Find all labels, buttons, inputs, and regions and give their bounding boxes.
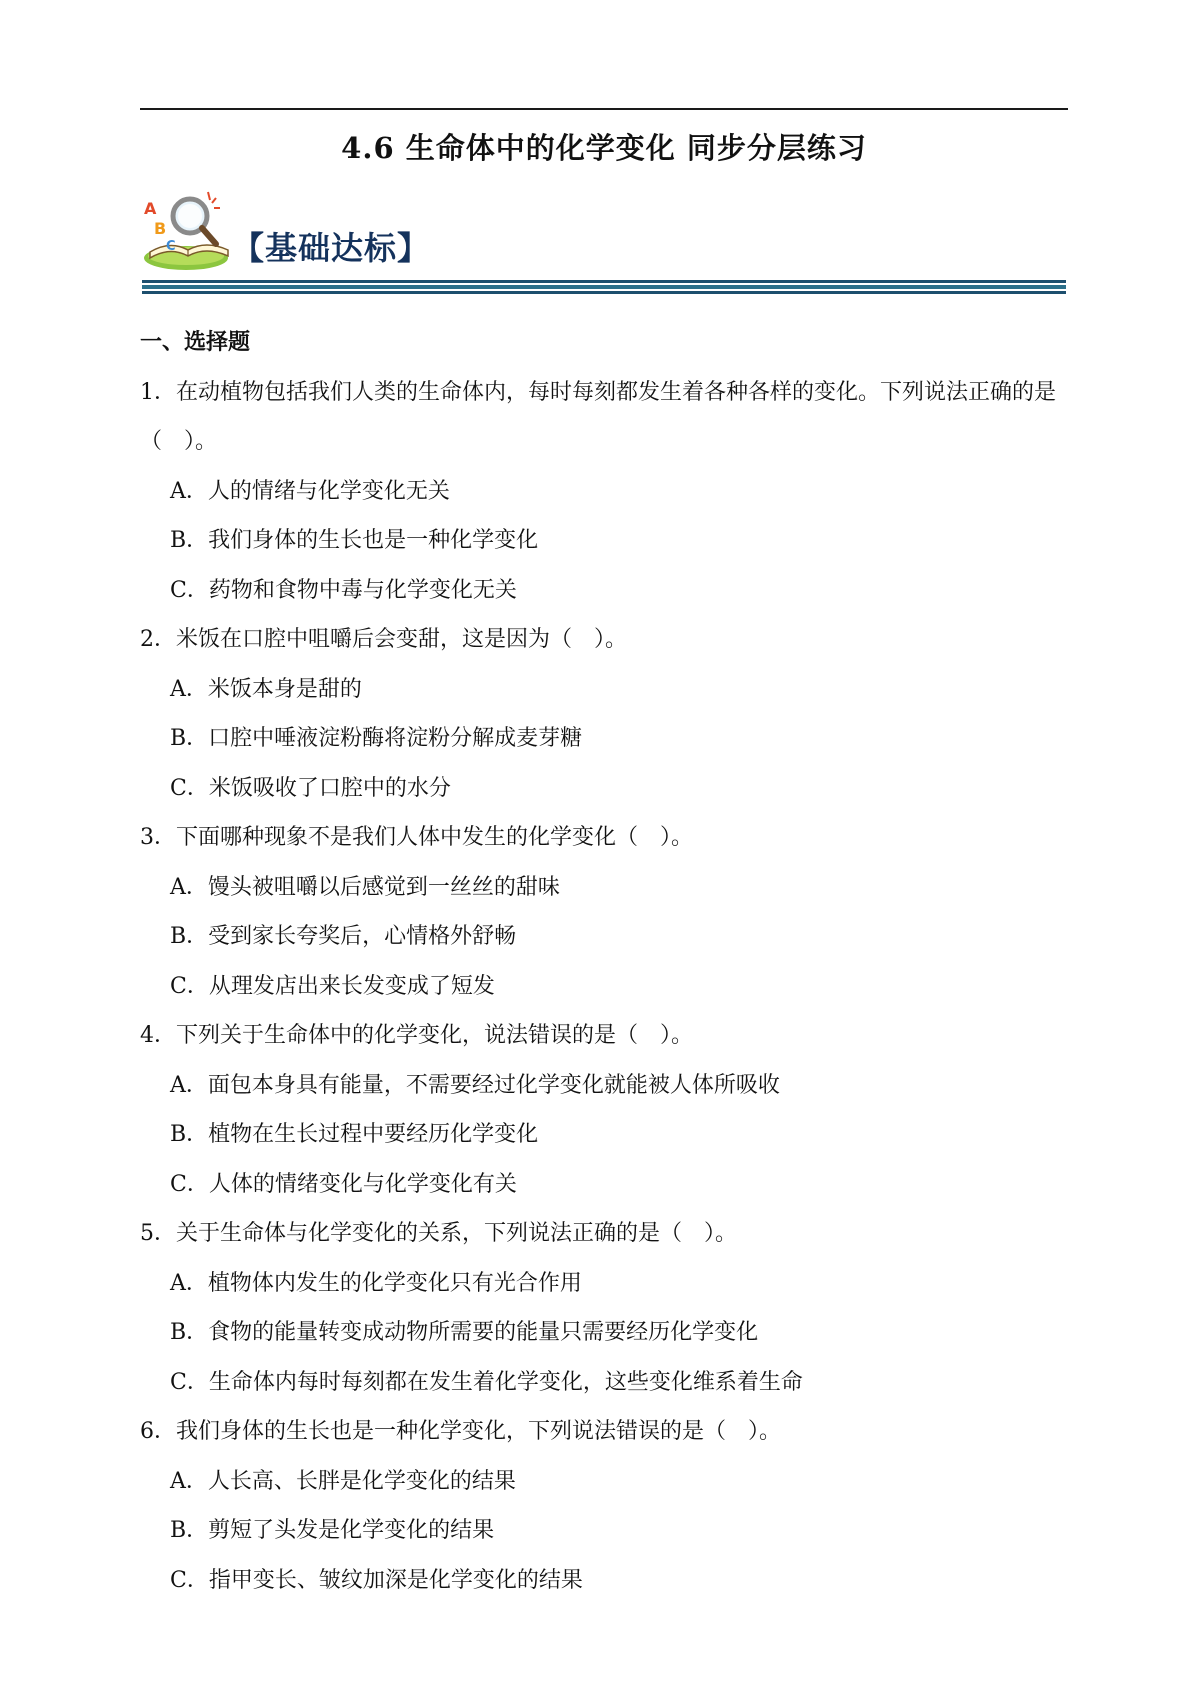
section-heading: 一、选择题	[140, 329, 251, 355]
header-rule	[140, 108, 1068, 110]
option-c: C．药物和食物中毒与化学变化无关	[170, 577, 517, 603]
question-list	[140, 318, 1070, 1605]
magnifier-abc-book-icon	[140, 186, 240, 276]
option-c: C．人体的情绪变化与化学变化有关	[170, 1171, 517, 1197]
banner-label: 【基础达标】	[232, 229, 431, 267]
banner-divider	[142, 280, 1066, 294]
option-b: B．植物在生长过程中要经历化学变化	[170, 1122, 539, 1147]
question-1	[140, 368, 1070, 616]
question-stem: 5．关于生命体与化学变化的关系，下列说法正确的是（ ）。	[140, 1221, 737, 1246]
option-c: C．米饭吸收了口腔中的水分	[170, 775, 451, 801]
document-title: 4.6 生命体中的化学变化 同步分层练习	[341, 131, 867, 165]
question-2	[140, 615, 1070, 813]
question-5	[140, 1209, 1070, 1407]
section-banner	[140, 186, 1068, 296]
svg-text:B: B	[154, 219, 167, 238]
option-a: A．馒头被咀嚼以后感觉到一丝丝的甜味	[170, 874, 560, 900]
question-4	[140, 1011, 1070, 1209]
option-b: B．受到家长夸奖后，心情格外舒畅	[170, 924, 517, 949]
option-b: B．食物的能量转变成动物所需要的能量只需要经历化学变化	[170, 1320, 759, 1345]
option-a: A．人长高、长胖是化学变化的结果	[170, 1468, 516, 1494]
question-stem: 6．我们身体的生长也是一种化学变化，下列说法错误的是（ ）。	[140, 1419, 781, 1444]
question-stem: 1．在动植物包括我们人类的生命体内，每时每刻都发生着各种各样的变化。下列说法正确的是（ ）。	[140, 379, 1057, 454]
option-b: B．口腔中唾液淀粉酶将淀粉分解成麦芽糖	[170, 726, 583, 751]
svg-text:A: A	[144, 199, 157, 218]
option-c: C．指甲变长、皱纹加深是化学变化的结果	[170, 1567, 583, 1593]
question-6	[140, 1407, 1070, 1605]
option-c: C．生命体内每时每刻都在发生着化学变化，这些变化维系着生命	[170, 1369, 803, 1395]
question-stem: 2．米饭在口腔中咀嚼后会变甜，这是因为（ ）。	[140, 627, 627, 652]
option-a: A．米饭本身是甜的	[170, 676, 362, 702]
option-a: A．面包本身具有能量，不需要经过化学变化就能被人体所吸收	[170, 1072, 780, 1098]
option-b: B．我们身体的生长也是一种化学变化	[170, 528, 539, 553]
option-c: C．从理发店出来长发变成了短发	[170, 973, 495, 999]
question-3	[140, 813, 1070, 1011]
question-stem: 3．下面哪种现象不是我们人体中发生的化学变化（ ）。	[140, 825, 693, 850]
question-stem: 4．下列关于生命体中的化学变化，说法错误的是（ ）。	[140, 1023, 693, 1048]
option-b: B．剪短了头发是化学变化的结果	[170, 1518, 495, 1543]
option-a: A．植物体内发生的化学变化只有光合作用	[170, 1270, 582, 1296]
svg-text:C: C	[166, 239, 176, 254]
option-a: A．人的情绪与化学变化无关	[170, 478, 450, 504]
